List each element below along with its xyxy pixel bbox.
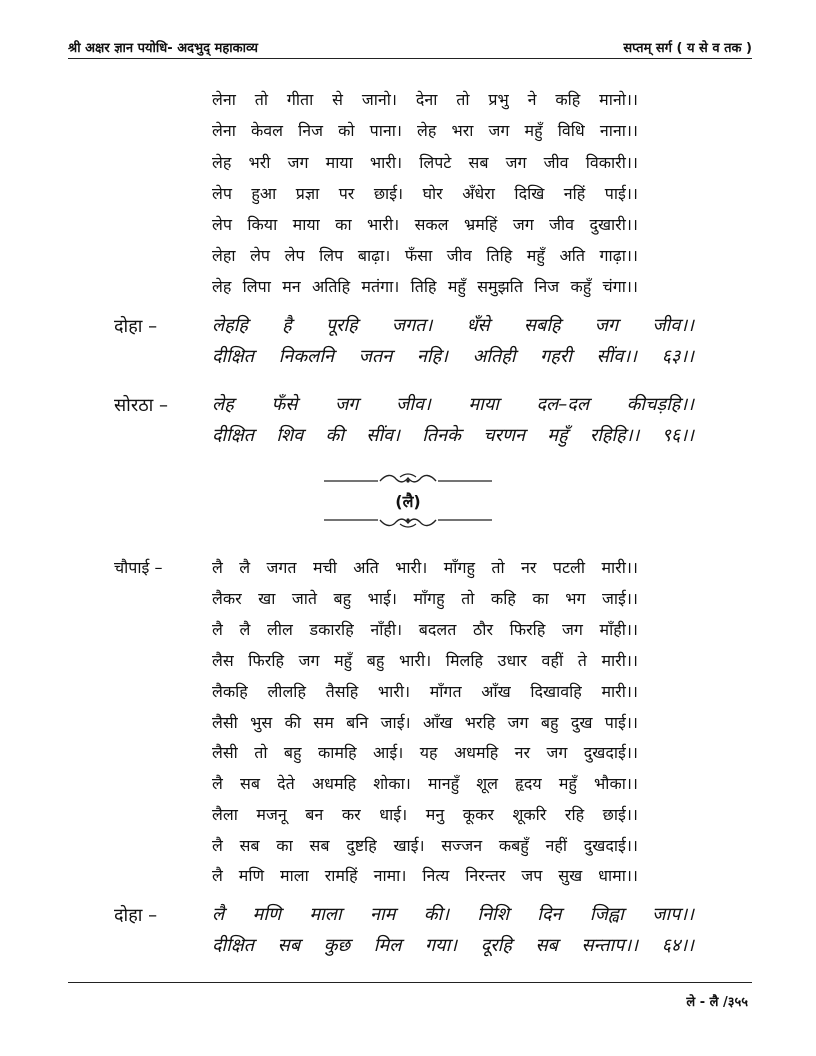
chaupai-label: चौपाई – <box>114 558 163 577</box>
doha-line: दीक्षित सब कुछ मिल गया। दूरहि सब सन्ताप।। ६४।। <box>212 935 694 956</box>
chapter-title: सप्तम् सर्ग ( य से व तक ) <box>623 41 752 56</box>
verse-line: लैकहि लीलहि तैसहि भारी। माँगत आँख दिखावहि मारी।। <box>212 682 638 701</box>
verse-line: लैकर खा जाते बहु भाई। माँगहु तो कहि का भग जाई।। <box>212 589 638 608</box>
page-number: ले - लै /३५५ <box>686 995 748 1010</box>
doha-line: लै मणि माला नाम की। निशि दिन जिह्वा जाप।। <box>212 904 694 925</box>
sortha-line: दीक्षित शिव की सींव। तिनके चरणन महुँ रहिहि।। ९६।। <box>212 425 694 446</box>
book-title: श्री अक्षर ज्ञान पयोधि- अदभुद् महाकाव्य <box>68 41 258 56</box>
ornament-divider-bottom <box>324 514 492 528</box>
doha-line: दीक्षित निकलनि जतन नहि। अतिही गहरी सींव।। ६३।। <box>212 346 694 367</box>
verse-line: लेह लिपा मन अतिहि मतंगा। तिहि महुँ समुझति निज कहुँ चंगा।। <box>212 277 638 296</box>
verse-line: लैस फिरहि जग महुँ बहु भारी। मिलहि उधार वहीं ते मारी।। <box>212 651 638 670</box>
section-title: (लै) <box>395 492 421 511</box>
verse-line: लेना तो गीता से जानो। देना तो प्रभु ने कहि मानो।। <box>212 90 638 109</box>
verse-line: लेप किया माया का भारी। सकल भ्रमहिं जग जीव दुखारी।। <box>212 215 638 234</box>
verse-line: लै मणि माला रामहिं नामा। नित्य निरन्तर जप सुख धामा।। <box>212 866 638 885</box>
verse-line: लेह भरी जग माया भारी। लिपटे सब जग जीव विकारी।। <box>212 153 638 172</box>
verse-line: लैसी भुस की सम बनि जाई। आँख भरहि जग बहु दुख पाई।। <box>212 713 638 732</box>
verse-line: लै सब का सब दुष्टहि खाई। सज्जन कबहुँ नहीं दुखदाई।। <box>212 836 638 855</box>
sortha-label: सोरठा – <box>114 395 169 416</box>
verse-line: लै सब देते अधमहि शोका। मानहुँ शूल हृदय महुँ भौका।। <box>212 774 638 793</box>
verse-line: लै लै लील डकारहि नाँही। बदलत ठौर फिरहि जग माँही।। <box>212 620 638 639</box>
verse-line: लै लै जगत मची अति भारी। माँगहु तो नर पटली मारी।। <box>212 558 638 577</box>
doha-label: दोहा – <box>114 316 158 337</box>
doha-label: दोहा – <box>114 905 158 926</box>
page-header <box>68 36 752 59</box>
verse-line: लेहा लेप लेप लिप बाढ़ा। फँसा जीव तिहि महुँ अति गाढ़ा।। <box>212 246 638 265</box>
verse-line: लेना केवल निज को पाना। लेह भरा जग महुँ विधि नाना।। <box>212 121 638 140</box>
sortha-line: लेह फँसे जग जीव। माया दल–दल कीचड़हि।। <box>212 394 694 415</box>
verse-line: लेप हुआ प्रज्ञा पर छाई। घोर अँधेरा दिखि नहिं पाई।। <box>212 184 638 203</box>
doha-line: लेहहि है पूरहि जगत। धँसे सबहि जग जीव।। <box>212 315 694 336</box>
verse-line: लैला मजनू बन कर धाई। मनु कूकर शूकरि रहि छाई।। <box>212 805 638 824</box>
ornament-divider-top <box>324 472 492 486</box>
verse-line: लैसी तो बहु कामहि आई। यह अधमहि नर जग दुखदाई।। <box>212 743 638 762</box>
footer-divider <box>68 982 752 983</box>
